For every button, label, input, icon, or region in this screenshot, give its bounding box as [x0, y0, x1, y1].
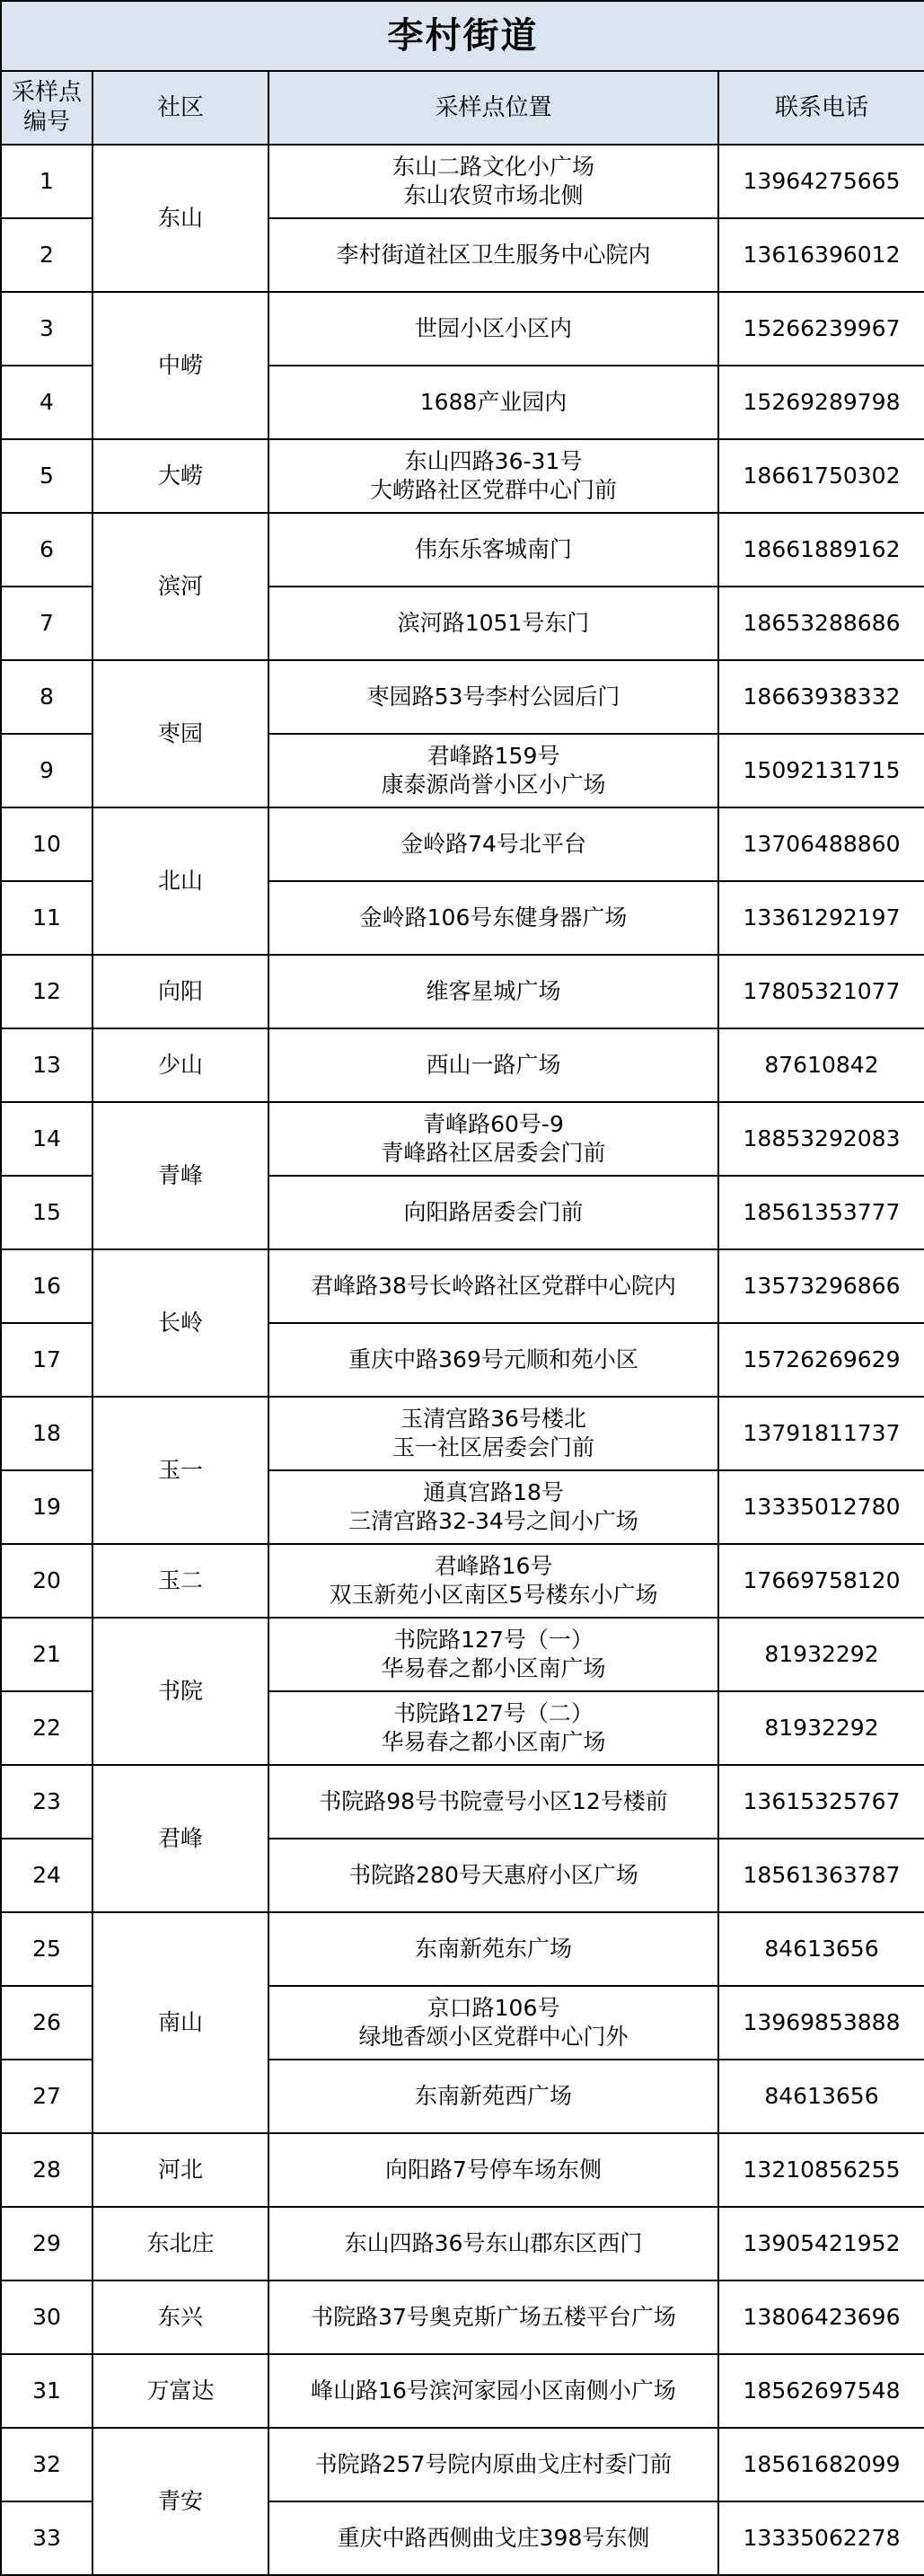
sampling-point-id: 32 [1, 2428, 92, 2501]
table-row [1, 1102, 924, 1176]
sampling-location-line: 向阳路居委会门前 [403, 1199, 584, 1225]
contact-phone: 13706488860 [718, 807, 924, 881]
sampling-point-id: 28 [1, 2133, 92, 2207]
sampling-point-id: 18 [1, 1397, 92, 1470]
contact-phone: 17805321077 [718, 955, 924, 1028]
community-name: 北山 [92, 807, 268, 955]
contact-phone: 18661889162 [718, 513, 924, 587]
contact-phone: 15092131715 [718, 734, 924, 807]
sampling-location-line: 重庆中路369号元顺和苑小区 [348, 1346, 638, 1372]
table-row [1, 1397, 924, 1470]
contact-phone: 13335062278 [718, 2501, 924, 2575]
sampling-location [268, 513, 718, 587]
contact-phone: 18853292083 [718, 1102, 924, 1176]
sampling-point-id: 33 [1, 2501, 92, 2575]
table-row [1, 1249, 924, 1323]
sampling-point-id: 24 [1, 1839, 92, 1912]
sampling-location [268, 366, 718, 439]
sampling-point-id: 12 [1, 955, 92, 1028]
sampling-location-line: 京口路106号 [427, 1995, 560, 2021]
sampling-location [268, 1323, 718, 1397]
table-title: 李村街道 [1, 1, 924, 71]
sampling-location-line: 1688产业园内 [419, 389, 568, 415]
sampling-location-line: 书院路127号（二） [393, 1700, 594, 1726]
sampling-location-line: 君峰路159号 [427, 743, 560, 769]
sampling-point-id: 29 [1, 2207, 92, 2280]
community-name: 青安 [92, 2428, 268, 2575]
community-name: 少山 [92, 1028, 268, 1102]
sampling-location-line: 东山四路36号东山郡东区西门 [344, 2230, 643, 2256]
sampling-location-line: 书院路257号院内原曲戈庄村委门前 [314, 2451, 673, 2477]
contact-phone: 15266239967 [718, 292, 924, 366]
sampling-location-line: 玉清宫路36号楼北 [400, 1406, 586, 1432]
table-row [1, 2354, 924, 2428]
sampling-location [268, 955, 718, 1028]
sampling-location-line: 世园小区小区内 [414, 315, 572, 341]
contact-phone: 13964275665 [718, 145, 924, 218]
contact-phone: 84613656 [718, 1912, 924, 1986]
contact-phone: 15726269629 [718, 1323, 924, 1397]
sampling-location-line: 东南新苑东广场 [414, 1936, 572, 1962]
sampling-location-line: 东山四路36-31号 [404, 448, 583, 474]
sampling-point-id: 25 [1, 1912, 92, 1986]
community-name: 青峰 [92, 1102, 268, 1249]
contact-phone: 13791811737 [718, 1397, 924, 1470]
table-row [1, 1028, 924, 1102]
sampling-location-line: 向阳路7号停车场东侧 [385, 2157, 602, 2183]
sampling-location-line: 东南新苑西广场 [414, 2083, 572, 2109]
community-name: 南山 [92, 1912, 268, 2133]
sampling-point-id: 8 [1, 660, 92, 734]
community-name: 书院 [92, 1618, 268, 1765]
sampling-location [268, 660, 718, 734]
sampling-location [268, 1102, 718, 1176]
sampling-location [268, 2060, 718, 2133]
contact-phone: 18562697548 [718, 2354, 924, 2428]
sampling-point-id: 10 [1, 807, 92, 881]
table-row [1, 513, 924, 587]
table-row [1, 2428, 924, 2501]
sampling-location [268, 292, 718, 366]
table-row [1, 1912, 924, 1986]
community-name: 枣园 [92, 660, 268, 807]
contact-phone: 81932292 [718, 1691, 924, 1765]
sampling-location-line: 维客星城广场 [426, 978, 561, 1004]
sampling-location-line: 华易春之都小区南广场 [381, 1655, 606, 1681]
sampling-location-line: 双玉新苑小区南区5号楼东小广场 [329, 1582, 658, 1608]
sampling-location-line: 大崂路社区党群中心门前 [369, 477, 617, 503]
community-name: 东北庄 [92, 2207, 268, 2280]
contact-phone: 13615325767 [718, 1765, 924, 1839]
sampling-location [268, 881, 718, 955]
sampling-point-id: 6 [1, 513, 92, 587]
sampling-location [268, 1986, 718, 2060]
sampling-location [268, 1839, 718, 1912]
sampling-location-line: 君峰路38号长岭路社区党群中心院内 [311, 1273, 676, 1299]
sampling-location [268, 587, 718, 660]
table-row [1, 1618, 924, 1691]
community-name: 向阳 [92, 955, 268, 1028]
sampling-location-line: 君峰路16号 [434, 1553, 553, 1579]
sampling-location-line: 金岭路106号东健身器广场 [359, 904, 628, 931]
contact-phone: 15269289798 [718, 366, 924, 439]
sampling-location [268, 2501, 718, 2575]
contact-phone: 13573296866 [718, 1249, 924, 1323]
sampling-location [268, 734, 718, 807]
contact-phone: 13905421952 [718, 2207, 924, 2280]
sampling-point-id: 1 [1, 145, 92, 218]
sampling-location-line: 书院路98号书院壹号小区12号楼前 [319, 1788, 668, 1814]
sampling-point-id: 21 [1, 1618, 92, 1691]
sampling-location-line: 滨河路1051号东门 [397, 610, 590, 636]
sampling-point-id: 19 [1, 1470, 92, 1544]
header-location: 采样点位置 [268, 71, 718, 145]
sampling-location-line: 青峰路60号-9 [423, 1111, 564, 1137]
contact-phone: 18561363787 [718, 1839, 924, 1912]
contact-phone: 17669758120 [718, 1544, 924, 1618]
sampling-location [268, 2133, 718, 2207]
sampling-location-line: 绿地香颂小区党群中心门外 [358, 2024, 629, 2050]
sampling-location-line: 华易春之都小区南广场 [381, 1729, 606, 1755]
sampling-location [268, 1249, 718, 1323]
community-name: 长岭 [92, 1249, 268, 1397]
sampling-point-id: 22 [1, 1691, 92, 1765]
sampling-location-line: 东山农贸市场北侧 [403, 182, 584, 208]
sampling-location [268, 2428, 718, 2501]
table-row [1, 955, 924, 1028]
sampling-point-id: 26 [1, 1986, 92, 2060]
contact-phone: 84613656 [718, 2060, 924, 2133]
sampling-location-line: 书院路280号天惠府小区广场 [348, 1862, 638, 1888]
contact-phone: 18561353777 [718, 1176, 924, 1249]
sampling-point-id: 23 [1, 1765, 92, 1839]
community-name: 中崂 [92, 292, 268, 439]
sampling-point-id: 3 [1, 292, 92, 366]
table-row [1, 1765, 924, 1839]
sampling-location [268, 2280, 718, 2354]
sampling-location-line: 李村街道社区卫生服务中心院内 [336, 242, 651, 268]
contact-phone: 13806423696 [718, 2280, 924, 2354]
sampling-point-id: 20 [1, 1544, 92, 1618]
sampling-point-id: 31 [1, 2354, 92, 2428]
contact-phone: 13361292197 [718, 881, 924, 955]
sampling-location [268, 2207, 718, 2280]
community-name: 万富达 [92, 2354, 268, 2428]
sampling-location [268, 1176, 718, 1249]
sampling-point-id: 27 [1, 2060, 92, 2133]
table-row [1, 807, 924, 881]
sampling-point-id: 7 [1, 587, 92, 660]
sampling-point-id: 2 [1, 218, 92, 292]
community-name: 滨河 [92, 513, 268, 660]
community-name: 东山 [92, 145, 268, 292]
sampling-location [268, 218, 718, 292]
community-name: 玉二 [92, 1544, 268, 1618]
sampling-location [268, 807, 718, 881]
header-phone: 联系电话 [718, 71, 924, 145]
header-id-line2: 编号 [22, 109, 70, 136]
sampling-location-line: 东山二路文化小广场 [392, 154, 594, 180]
contact-phone: 13335012780 [718, 1470, 924, 1544]
contact-phone: 81932292 [718, 1618, 924, 1691]
sampling-location-line: 康泰源尚誉小区小广场 [381, 772, 606, 798]
community-name: 大崂 [92, 439, 268, 513]
sampling-location-line: 三清宫路32-34号之间小广场 [348, 1508, 638, 1534]
table-row [1, 660, 924, 734]
contact-phone: 18561682099 [718, 2428, 924, 2501]
sampling-point-id: 4 [1, 366, 92, 439]
sampling-location [268, 439, 718, 513]
sampling-point-id: 13 [1, 1028, 92, 1102]
sampling-location-line: 金岭路74号北平台 [400, 831, 586, 857]
header-id [1, 71, 92, 145]
community-name: 君峰 [92, 1765, 268, 1912]
header-id-line1: 采样点 [11, 79, 82, 106]
header-row [1, 71, 924, 145]
sampling-location-line: 枣园路53号李村公园后门 [366, 684, 620, 710]
sampling-point-id: 17 [1, 1323, 92, 1397]
sampling-location-line: 书院路37号奥克斯广场五楼平台广场 [311, 2304, 676, 2330]
sampling-location [268, 2354, 718, 2428]
contact-phone: 18653288686 [718, 587, 924, 660]
title-row [1, 1, 924, 71]
sampling-location-line: 重庆中路西侧曲戈庄398号东侧 [337, 2525, 650, 2551]
community-name: 河北 [92, 2133, 268, 2207]
sampling-location [268, 1544, 718, 1618]
contact-phone: 87610842 [718, 1028, 924, 1102]
sampling-location-line: 峰山路16号滨河家园小区南侧小广场 [311, 2378, 676, 2404]
table-row [1, 439, 924, 513]
table-row [1, 292, 924, 366]
sampling-point-id: 5 [1, 439, 92, 513]
contact-phone: 13210856255 [718, 2133, 924, 2207]
sampling-location-line: 通真宫路18号 [423, 1479, 564, 1505]
contact-phone: 18663938332 [718, 660, 924, 734]
sampling-location [268, 1691, 718, 1765]
table-row [1, 2207, 924, 2280]
sampling-point-id: 30 [1, 2280, 92, 2354]
table-row [1, 2133, 924, 2207]
sampling-point-id: 15 [1, 1176, 92, 1249]
sampling-location-line: 伟东乐客城南门 [414, 536, 572, 562]
sampling-location [268, 1470, 718, 1544]
sampling-location [268, 1618, 718, 1691]
sampling-location [268, 1397, 718, 1470]
sampling-point-id: 11 [1, 881, 92, 955]
table-row [1, 145, 924, 218]
sampling-point-id: 9 [1, 734, 92, 807]
sampling-location-line: 青峰路社区居委会门前 [381, 1140, 606, 1166]
table-row [1, 1544, 924, 1618]
contact-phone: 13616396012 [718, 218, 924, 292]
sampling-location-line: 玉一社区居委会门前 [392, 1434, 594, 1460]
sampling-location [268, 1028, 718, 1102]
community-name: 东兴 [92, 2280, 268, 2354]
sampling-location [268, 145, 718, 218]
sampling-point-id: 16 [1, 1249, 92, 1323]
contact-phone: 13969853888 [718, 1986, 924, 2060]
sampling-point-id: 14 [1, 1102, 92, 1176]
sampling-location-line: 西山一路广场 [426, 1052, 561, 1078]
sampling-location [268, 1765, 718, 1839]
table-row [1, 2280, 924, 2354]
header-community: 社区 [92, 71, 268, 145]
community-name: 玉一 [92, 1397, 268, 1544]
sampling-location [268, 1912, 718, 1986]
sampling-location-line: 书院路127号（一） [393, 1627, 594, 1653]
contact-phone: 18661750302 [718, 439, 924, 513]
